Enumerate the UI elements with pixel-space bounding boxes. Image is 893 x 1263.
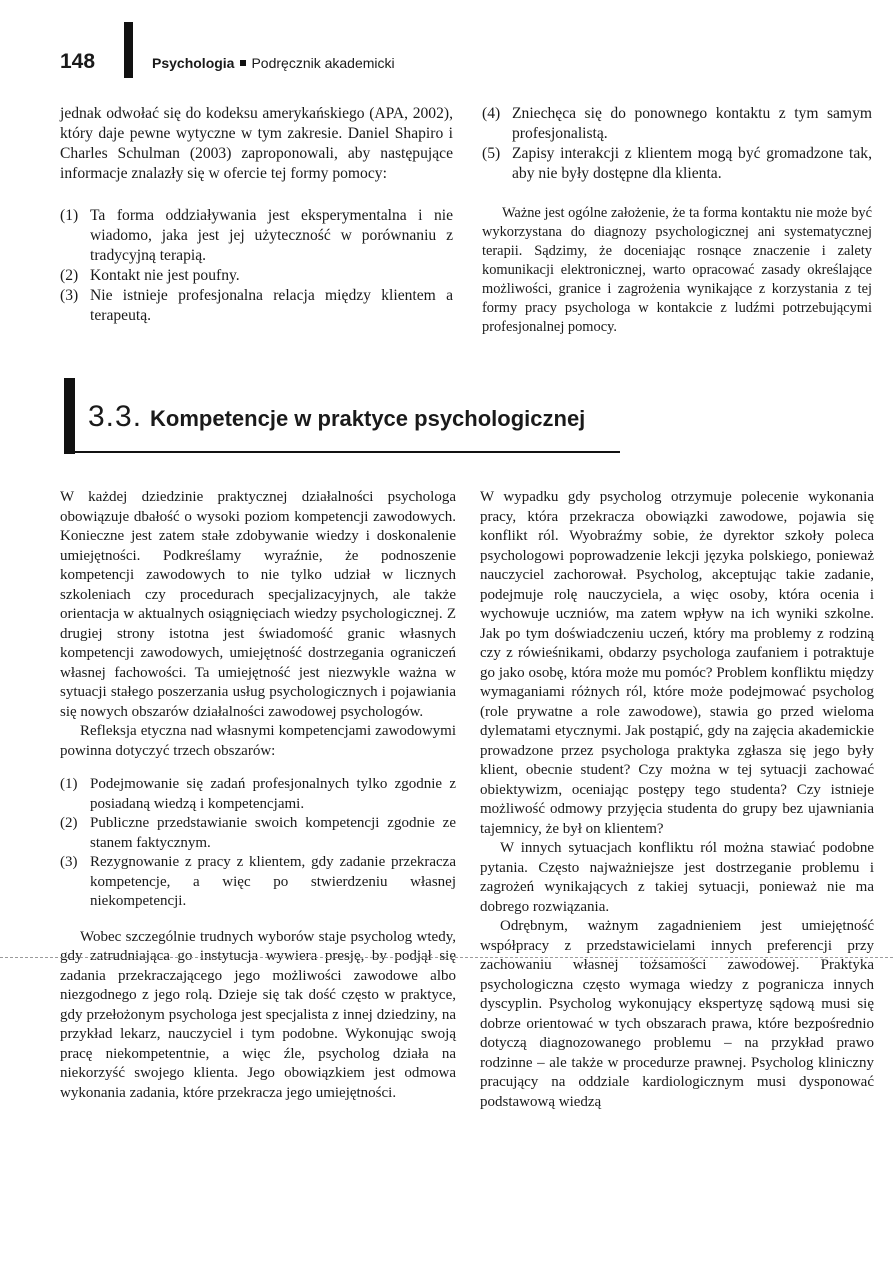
section-bar (64, 378, 75, 454)
book-title: Psychologia (152, 55, 235, 71)
list-number: (3) (60, 287, 79, 304)
section-number: 3.3. (88, 400, 143, 433)
list-text: Zapisy interakcji z klientem mogą być gromadzone tak, aby nie były dostępne dla klienta. (512, 145, 872, 182)
bottom-left-list (60, 775, 456, 912)
top-right-list (482, 104, 872, 184)
running-header (152, 55, 395, 71)
bottom-left-column (60, 488, 456, 1103)
section-title: Kompetencje w praktyce psychologicznej (150, 406, 586, 431)
list-item (482, 144, 872, 184)
list-item (60, 814, 456, 853)
list-text: Zniechęca się do ponownego kontaktu z tym samym profesjonalistą. (512, 105, 872, 142)
list-text: Podejmowanie się zadań profesjonalnych tylko zgodnie z posiadaną wiedzą i kompetencjami. (90, 776, 456, 812)
list-number: (4) (482, 105, 501, 122)
list-item (60, 206, 453, 266)
list-number: (5) (482, 145, 501, 162)
section-rule (75, 451, 620, 453)
paragraph: W innych sytuacjach konfliktu ról można stawiać podobne pytania. Często najważniejsze jest dostrzeganie problemu i zagrożeń wynikających z takiej sytuacji, ponieważ nie ma dobrego rozwiązania. (480, 840, 874, 915)
top-left-column (60, 104, 453, 326)
list-text: Ta forma oddziaływania jest eksperymentalna i nie wiadomo, jaka jest jej użyteczność w porównaniu z tradycyjną terapią. (90, 207, 453, 264)
list-number: (3) (60, 854, 78, 870)
paragraph: W każdej dziedzinie praktycznej działalności psychologa obowiązuje dbałość o wysoki poziom kompetencji zawodowych. Konieczne jest zatem stałe zdobywanie wiedzy i doskonalenie umiejętności. Podkreślamy wyraźnie, że podnoszenie kompetencji zawodowych to nie tylko udział w licznych szkoleniach czy procedurach specjalizacyjnych, ale także orientacja w aktualnych osiągnięciach wiedzy psychologicznej. Z drugiej strony istotna jest świadomość granic własnych kompetencji zawodowych, umiejętność dostrzegania ograniczeń własnej fachowości. Ta umiejętność jest niezwykle ważna w sytuacji stałego poszerzania usług psychologicznych i pojawiania się nowych obszarów działalności zawodowej psychologów. (60, 489, 456, 720)
paragraph: Wobec szczególnie trudnych wyborów staje psycholog wtedy, gdy zatrudniająca go instytucja wywiera presję, by podjął się zadania przekraczającego jego możliwości zawodowe albo niezgodnego z jego rolą. Dzieje się tak dość często w praktyce, gdy przełożonym psychologa jest specjalista z innej dziedziny, na przykład lekarz, nauczyciel i tym podobne. Wykonując swoją pracę niekompetentnie, a więc źle, psycholog działa na niekorzyść swojego klienta. Jego obowiązkiem jest odmowa wykonania zadania, które przekracza jego umiejętności. (60, 928, 456, 1101)
list-number: (1) (60, 776, 78, 792)
bottom-right-column (480, 488, 874, 1112)
list-text: Rezygnowanie z pracy z klientem, gdy zadanie przekracza kompetencje, a więc po stwierdzeniu własnej niekompetencji. (90, 854, 456, 909)
list-text: Publiczne przedstawianie swoich kompetencji zgodnie ze stanem faktycznym. (90, 815, 456, 851)
paragraph: Refleksja etyczna nad własnymi kompetencjami zawodowymi powinna dotyczyć trzech obszarów: (60, 723, 456, 759)
list-item (482, 104, 872, 144)
book-subtitle: Podręcznik akademicki (251, 55, 395, 71)
list-item (60, 853, 456, 912)
paragraph: Odrębnym, ważnym zagadnieniem jest umiejętność współpracy z przedstawicielami innych preferencji przy zachowaniu własnej tożsamości zawodowej. Praktyka psychologiczna często wymaga wiedzy z pogranicza innych dyscyplin. Psycholog wykonujący ekspertyzę sądową musi się dobrze orientować w tych obszarach prawa, które bezpośrednio dotyczą diagnozowanego problemu – na przykład prawo rodzinne – ale także w procedurze prawnej. Psycholog kliniczny pracujący na oddziale kardiologicznym musi dysponować podstawową wiedzą (480, 918, 874, 1110)
list-item (60, 286, 453, 326)
list-item (60, 266, 453, 286)
scan-artifact-line (0, 957, 893, 958)
list-text: Kontakt nie jest poufny. (90, 267, 240, 284)
page-number: 148 (60, 50, 96, 73)
list-item (60, 775, 456, 814)
section-heading (88, 400, 585, 434)
list-text: Nie istnieje profesjonalna relacja między klientem a terapeutą. (90, 287, 453, 324)
header-bar (124, 22, 133, 78)
list-number: (2) (60, 267, 79, 284)
intro-paragraph: jednak odwołać się do kodeksu amerykańskiego (APA, 2002), który daje pewne wytyczne w tym zakresie. Daniel Shapiro i Charles Schulman (2003) zaproponowali, aby następujące informacje znalazły się w ofercie tej formy pomocy: (60, 105, 453, 182)
summary-paragraph: Ważne jest ogólne założenie, że ta forma kontaktu nie może być wykorzystana do diagnozy psychologicznej ani systematycznej terapii. Sądzimy, że doceniając rosnące znaczenie i zalety komunikacji elektronicznej, warto opracować zasady określające możliwości, granice i zagrożenia wynikające z korzystania z tej formy pracy psychologa w kontakcie z ludźmi potrzebującymi profesjonalnej pomocy. (482, 205, 872, 335)
list-number: (1) (60, 207, 79, 224)
bullet-icon (240, 60, 246, 66)
paragraph: W wypadku gdy psycholog otrzymuje polecenie wykonania pracy, która przekracza obowiązki zawodowe, pojawia się konflikt ról. Wyobraźmy sobie, że dyrektor szkoły poleca psychologowi poprowadzenie lekcji języka polskiego, ponieważ nauczyciel zachorował. Psycholog, akceptując takie zadanie, podejmuje rolę nauczyciela, a więc osoby, która ocenia i wychowuje uczniów, ma zatem wpływ na ich wyniki szkolne. Jak po tym doświadczeniu uczeń, który ma problemy z rodziną czy z rówieśnikami, obdarzy psychologa zaufaniem i potraktuje go jako osobę, która może mu pomóc? Problem konfliktu między wymaganiami różnych ról, które może podejmować psycholog (role prywatne a role zawodowe), stawia go przed wieloma dylematami etycznymi. Jak postąpić, gdy na zajęcia akademickie prowadzone przez psychologa praktyka zgłasza się jego były klient, obecnie student? Czy można w tej sytuacji zachować obiektywizm, oceniając postępy tego studenta? Czy istnieje możliwość odmowy przyjęcia studenta do grupy bez ujawniania tajemnicy, że był on klientem? (480, 489, 874, 837)
top-right-column (482, 104, 872, 337)
top-left-list (60, 206, 453, 326)
list-number: (2) (60, 815, 78, 831)
